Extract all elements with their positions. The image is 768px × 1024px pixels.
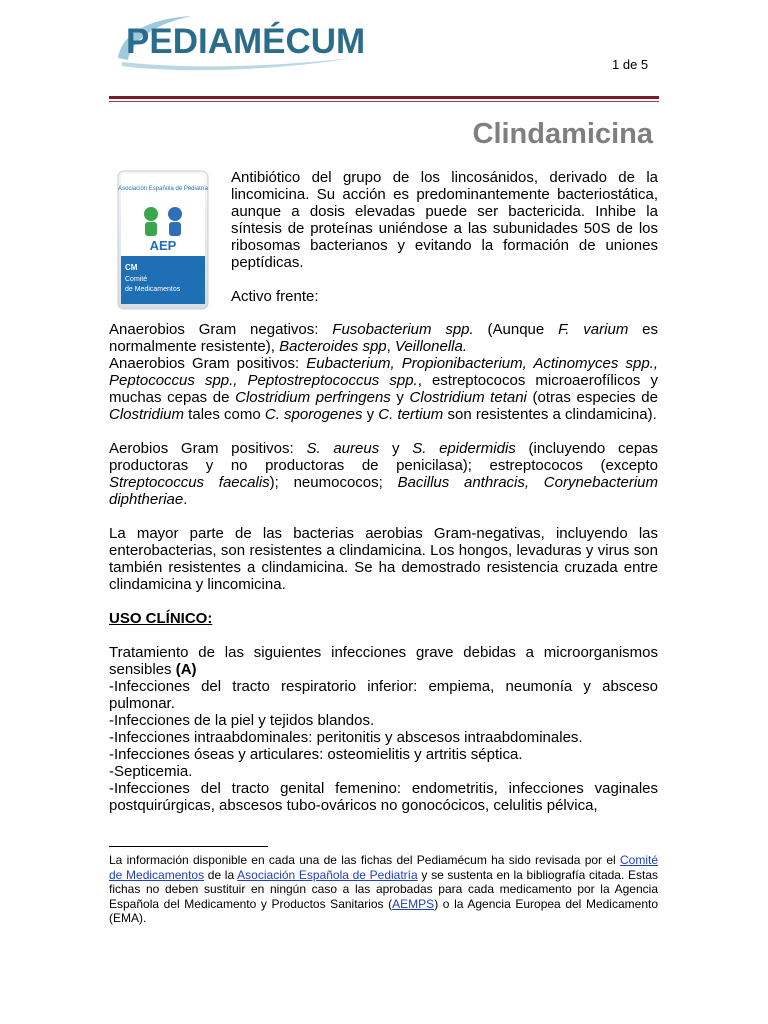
- text-run: La información disponible en cada una de las fichas del Pediamécum ha sido revisada por el: [109, 853, 620, 867]
- text-run: y se sustenta en la bibliografía citada. Estas fichas no deben sustituir en ningún caso a las aprobadas para cada medicamento por la Agencia Española del Medicamento y Productos Sanitarios (: [109, 867, 658, 911]
- organism-name: C. sporogenes: [264, 406, 363, 423]
- text-run: Tratamiento de las siguientes infecciones grave debidas a microorganismos sensibles: [109, 644, 658, 678]
- anaerobes-gram-positive-paragraph: [109, 355, 658, 423]
- organism-name: Streptococcus faecalis: [109, 474, 270, 491]
- text-run: y: [362, 406, 379, 423]
- organism-name: Clostridium tetani: [409, 389, 527, 406]
- list-item: -Infecciones intraabdominales: peritonitis y abscesos intraabdominales.: [109, 729, 583, 746]
- badge-line1: Comité: [125, 276, 148, 283]
- pediamecum-logo: [112, 12, 366, 72]
- text-run: (Aunque: [473, 321, 559, 338]
- list-item: -Infecciones del tracto genital femenino: endometritis, infecciones vaginales postquirúrgicas, abscesos tubo-ováricos no gonocócicos, celulitis pélvica,: [109, 780, 658, 814]
- text-run: ) o la Agencia Europea del Medicamento (EMA).: [109, 896, 659, 925]
- link-aep[interactable]: Asociación Española de Pediatría: [237, 867, 418, 882]
- text-run: tales como: [184, 406, 265, 423]
- organism-name: Bacteroides spp: [279, 338, 387, 355]
- drug-title: Clindamicina: [472, 118, 653, 150]
- organism-name: Eubacterium, Propionibacterium, Actinomyces spp., Peptococcus spp., Peptostreptococcus spp.: [109, 355, 658, 389]
- active-against-label: Activo frente:: [231, 288, 319, 305]
- header-rule-thin: [109, 101, 659, 102]
- footnote-rule: [109, 846, 268, 847]
- uso-intro: [109, 644, 658, 678]
- page-number: 1 de 5: [612, 57, 649, 72]
- text-run: son resistentes a clindamicina).: [443, 406, 657, 423]
- text-run: (otras especies de: [526, 389, 658, 406]
- evidence-grade: (A): [175, 661, 197, 678]
- text-run: .: [183, 491, 188, 508]
- link-comite-medicamentos[interactable]: Comité de Medicamentos: [109, 853, 658, 882]
- organism-name: Fusobacterium spp.: [332, 321, 474, 338]
- organism-name: S. epidermidis: [412, 440, 516, 457]
- logo-text: PEDIAMÉCUM: [126, 22, 366, 61]
- footnote: [109, 853, 658, 926]
- organism-name: Clostridium perfringens: [235, 389, 391, 406]
- badge-cm: CM: [125, 263, 138, 272]
- organism-name: C. tertium: [378, 406, 444, 423]
- text-run: Anaerobios Gram positivos:: [109, 355, 307, 372]
- text-run: es normalmente resistente),: [109, 321, 659, 355]
- text-run: ,: [386, 338, 395, 355]
- list-item: -Septicemia.: [109, 763, 193, 780]
- organism-name: Veillonella.: [395, 338, 467, 355]
- organism-name: S. aureus: [306, 440, 380, 457]
- text-run: Anaerobios Gram negativos:: [109, 321, 333, 338]
- list-item: -Infecciones del tracto respiratorio inferior: empiema, neumonía y absceso pulmonar.: [109, 678, 658, 712]
- organism-name: Bacillus anthracis, Corynebacterium diphtheriae: [109, 474, 658, 508]
- anaerobes-paragraph: [109, 321, 658, 355]
- link-aemps[interactable]: AEMPS: [392, 896, 435, 911]
- resistance-paragraph: La mayor parte de las bacterias aerobias Gram-negativas, incluyendo las enterobacterias, son resistentes a clindamicina. Los hongos, levaduras y virus son también resistentes a clindamicina. Se ha demostrado resistencia cruzada entre clindamicina y lincomicina.: [109, 525, 658, 593]
- badge-org: AEP: [149, 238, 177, 253]
- text-run: Aerobios Gram positivos:: [109, 440, 307, 457]
- badge-arc-text: Asociación Española de Pediatría: [118, 186, 208, 192]
- aep-badge: [117, 170, 209, 310]
- aerobes-paragraph: [109, 440, 658, 508]
- text-run: y: [390, 389, 410, 406]
- intro-paragraph: Antibiótico del grupo de los lincosánidos, derivado de la lincomicina. Su acción es predominantemente bacteriostática, aunque a dosis elevadas puede ser bactericida. Inhibe la síntesis de proteínas uniéndose a las subunidades 50S de los ribosomas bacterianos y evitando la formación de uniones peptídicas.: [231, 169, 658, 271]
- badge-line2: de Medicamentos: [125, 286, 181, 293]
- body-text: [109, 321, 658, 814]
- header-rule: [109, 96, 659, 99]
- list-item: -Infecciones óseas y articulares: osteomielitis y artritis séptica.: [109, 746, 523, 763]
- text-run: (incluyendo cepas productoras y no productoras de penicilasa); estreptococos (excepto: [109, 440, 659, 474]
- organism-name: F. varium: [558, 321, 629, 338]
- text-run: de la: [204, 867, 238, 882]
- organism-name: Clostridium: [109, 406, 185, 423]
- text-run: y: [379, 440, 413, 457]
- list-item: -Infecciones de la piel y tejidos blandos.: [109, 712, 375, 729]
- uso-clinico-heading: USO CLÍNICO:: [109, 610, 213, 627]
- text-run: , estreptococos microaerofílicos y muchas cepas de: [109, 372, 658, 406]
- text-run: ); neumococos;: [269, 474, 398, 491]
